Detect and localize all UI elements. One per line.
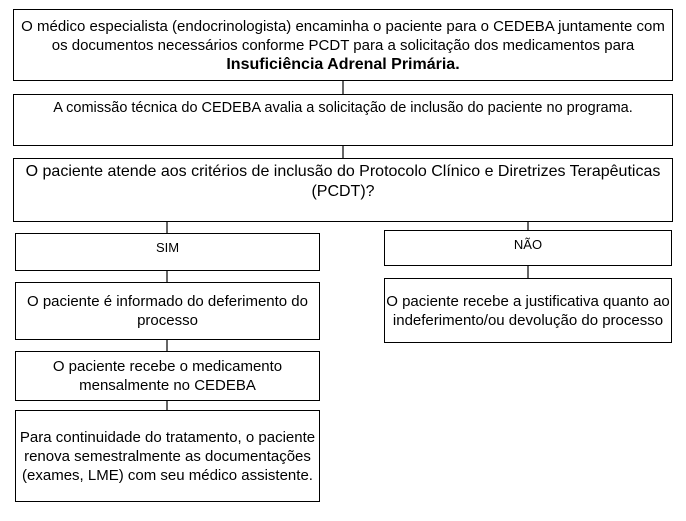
- branch-no-label: NÃO: [513, 237, 543, 252]
- step-referral-text: O médico especialista (endocrinologista) encaminha o paciente para o CEDEBA juntamente com os documentos necessários conforme PCDT para a solicitação dos medicamentos para: [21, 17, 665, 54]
- yes-step-medicamento-text: O paciente recebe o medicamento mensalmente no CEDEBA: [52, 358, 283, 394]
- decision-text: O paciente atende aos critérios de inclusão do Protocolo Clínico e Diretrizes Terapêuticas (PCDT)?: [25, 163, 661, 200]
- yes-step-continuidade-box: [15, 410, 320, 502]
- branch-no-label-box: [384, 230, 672, 266]
- step-evaluation-text: A comissão técnica do CEDEBA avalia a solicitação de inclusão do paciente no programa.: [53, 100, 633, 116]
- yes-step-deferimento-box: [15, 282, 320, 340]
- branch-yes-label-box: [15, 233, 320, 271]
- no-step-justificativa-box: [384, 278, 672, 343]
- yes-step-deferimento-text: O paciente é informado do deferimento do processo: [26, 293, 308, 329]
- step-evaluation-box: [13, 94, 673, 146]
- yes-step-continuidade-text: Para continuidade do tratamento, o paciente renova semestralmente as documentações (exames, LME) com seu médico assistente.: [19, 428, 316, 484]
- yes-step-medicamento-box: [15, 351, 320, 401]
- branch-yes-label: SIM: [155, 240, 180, 255]
- step-referral-box: [13, 9, 673, 81]
- no-step-justificativa-text: O paciente recebe a justificativa quanto ao indeferimento/ou devolução do processo: [386, 292, 670, 329]
- decision-box: [13, 158, 673, 222]
- step-referral-condition: Insuficiência Adrenal Primária.: [226, 55, 460, 73]
